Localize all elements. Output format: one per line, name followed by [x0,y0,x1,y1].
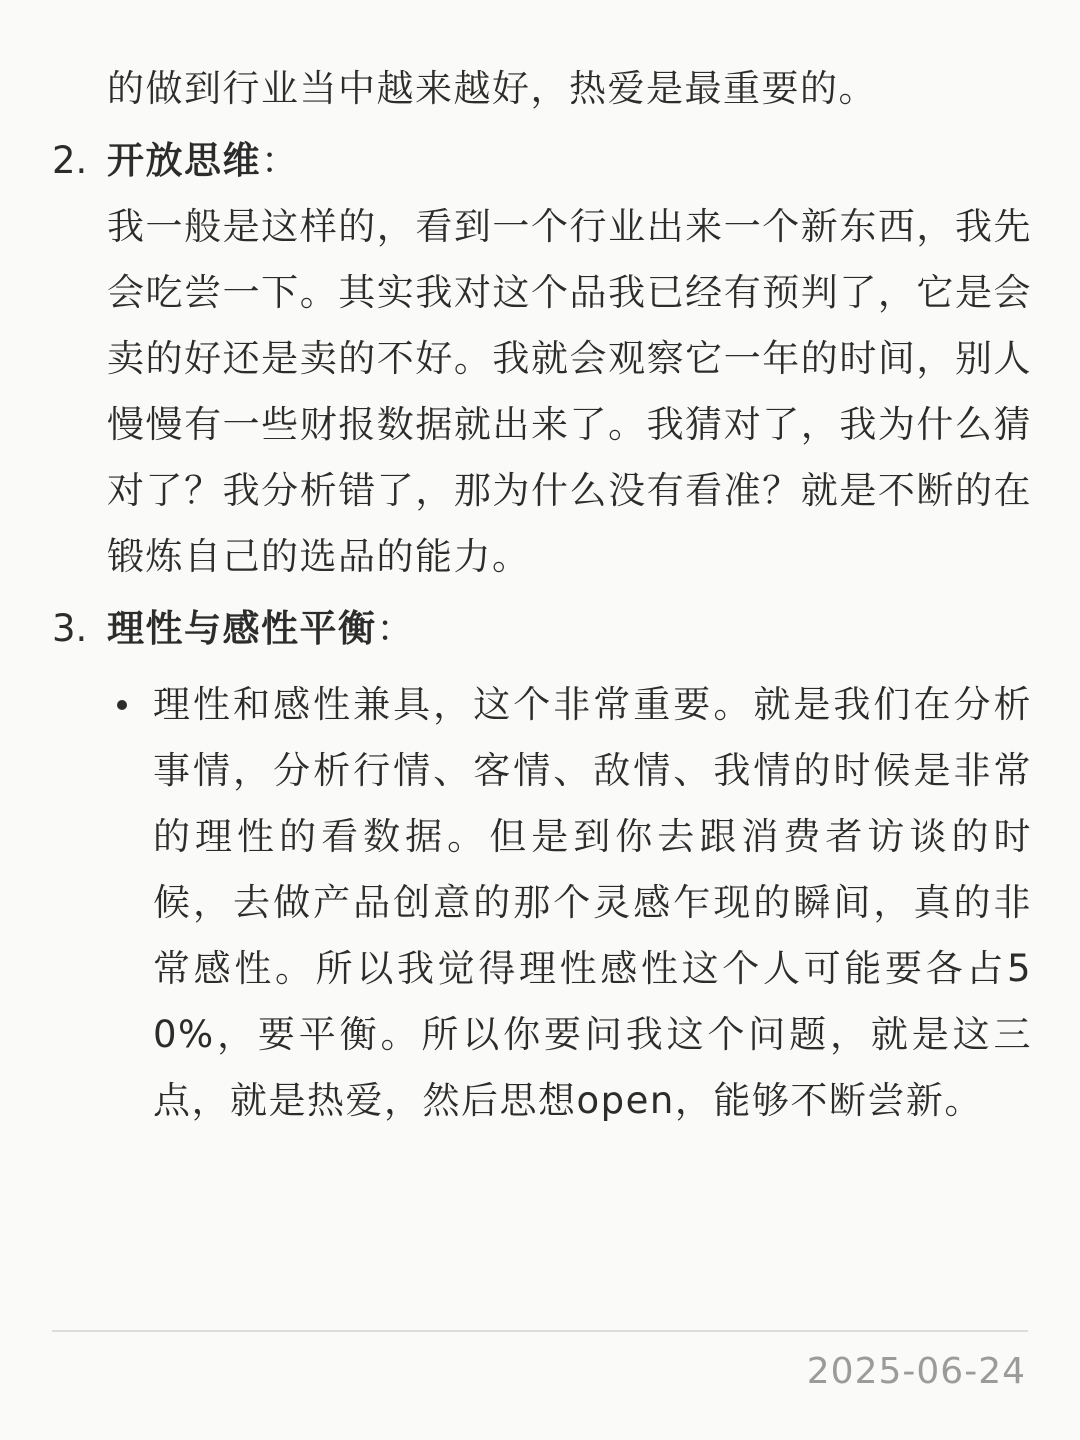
list-heading-colon: ： [261,139,300,182]
article-body [52,56,1032,1134]
publish-date: 2025-06-24 [806,1351,1026,1392]
list-item-balance [52,596,1032,1134]
bullet-icon [117,700,127,710]
footer-divider [52,1330,1028,1332]
bullet-text: 理性和感性兼具，这个非常重要。就是我们在分析事情，分析行情、客情、敌情、我情的时候是非常的理性的看数据。但是到你去跟消费者访谈的时候，去做产品创意的那个灵感乍现的瞬间，真的非常感性。所以我觉得理性感性这个人可能要各占50%，要平衡。所以你要问我这个问题，就是这三点，就是热爱，然后思想open，能够不断尝新。 [153,683,1032,1122]
intro-paragraph: 的做到行业当中越来越好，热爱是最重要的。 [107,67,877,110]
list-heading [107,596,1032,662]
list-heading-title: 理性与感性平衡 [107,607,377,650]
list-number: 2. [52,139,88,182]
list-heading-colon: ： [376,607,415,650]
list-heading-title: 开放思维 [107,139,261,182]
list-number: 3. [52,607,88,650]
bullet-list-item [107,672,1032,1134]
list-body-paragraph: 我一般是这样的，看到一个行业出来一个新东西，我先会吃尝一下。其实我对这个品我已经有预判了，它是会卖的好还是卖的不好。我就会观察它一年的时间，别人慢慢有一些财报数据就出来了。我猜对了，我为什么猜对了？我分析错了，那为什么没有看准？就是不断的在锻炼自己的选品的能力。 [107,205,1032,578]
list-heading [107,128,1032,194]
list-item-open-mind [52,128,1032,590]
